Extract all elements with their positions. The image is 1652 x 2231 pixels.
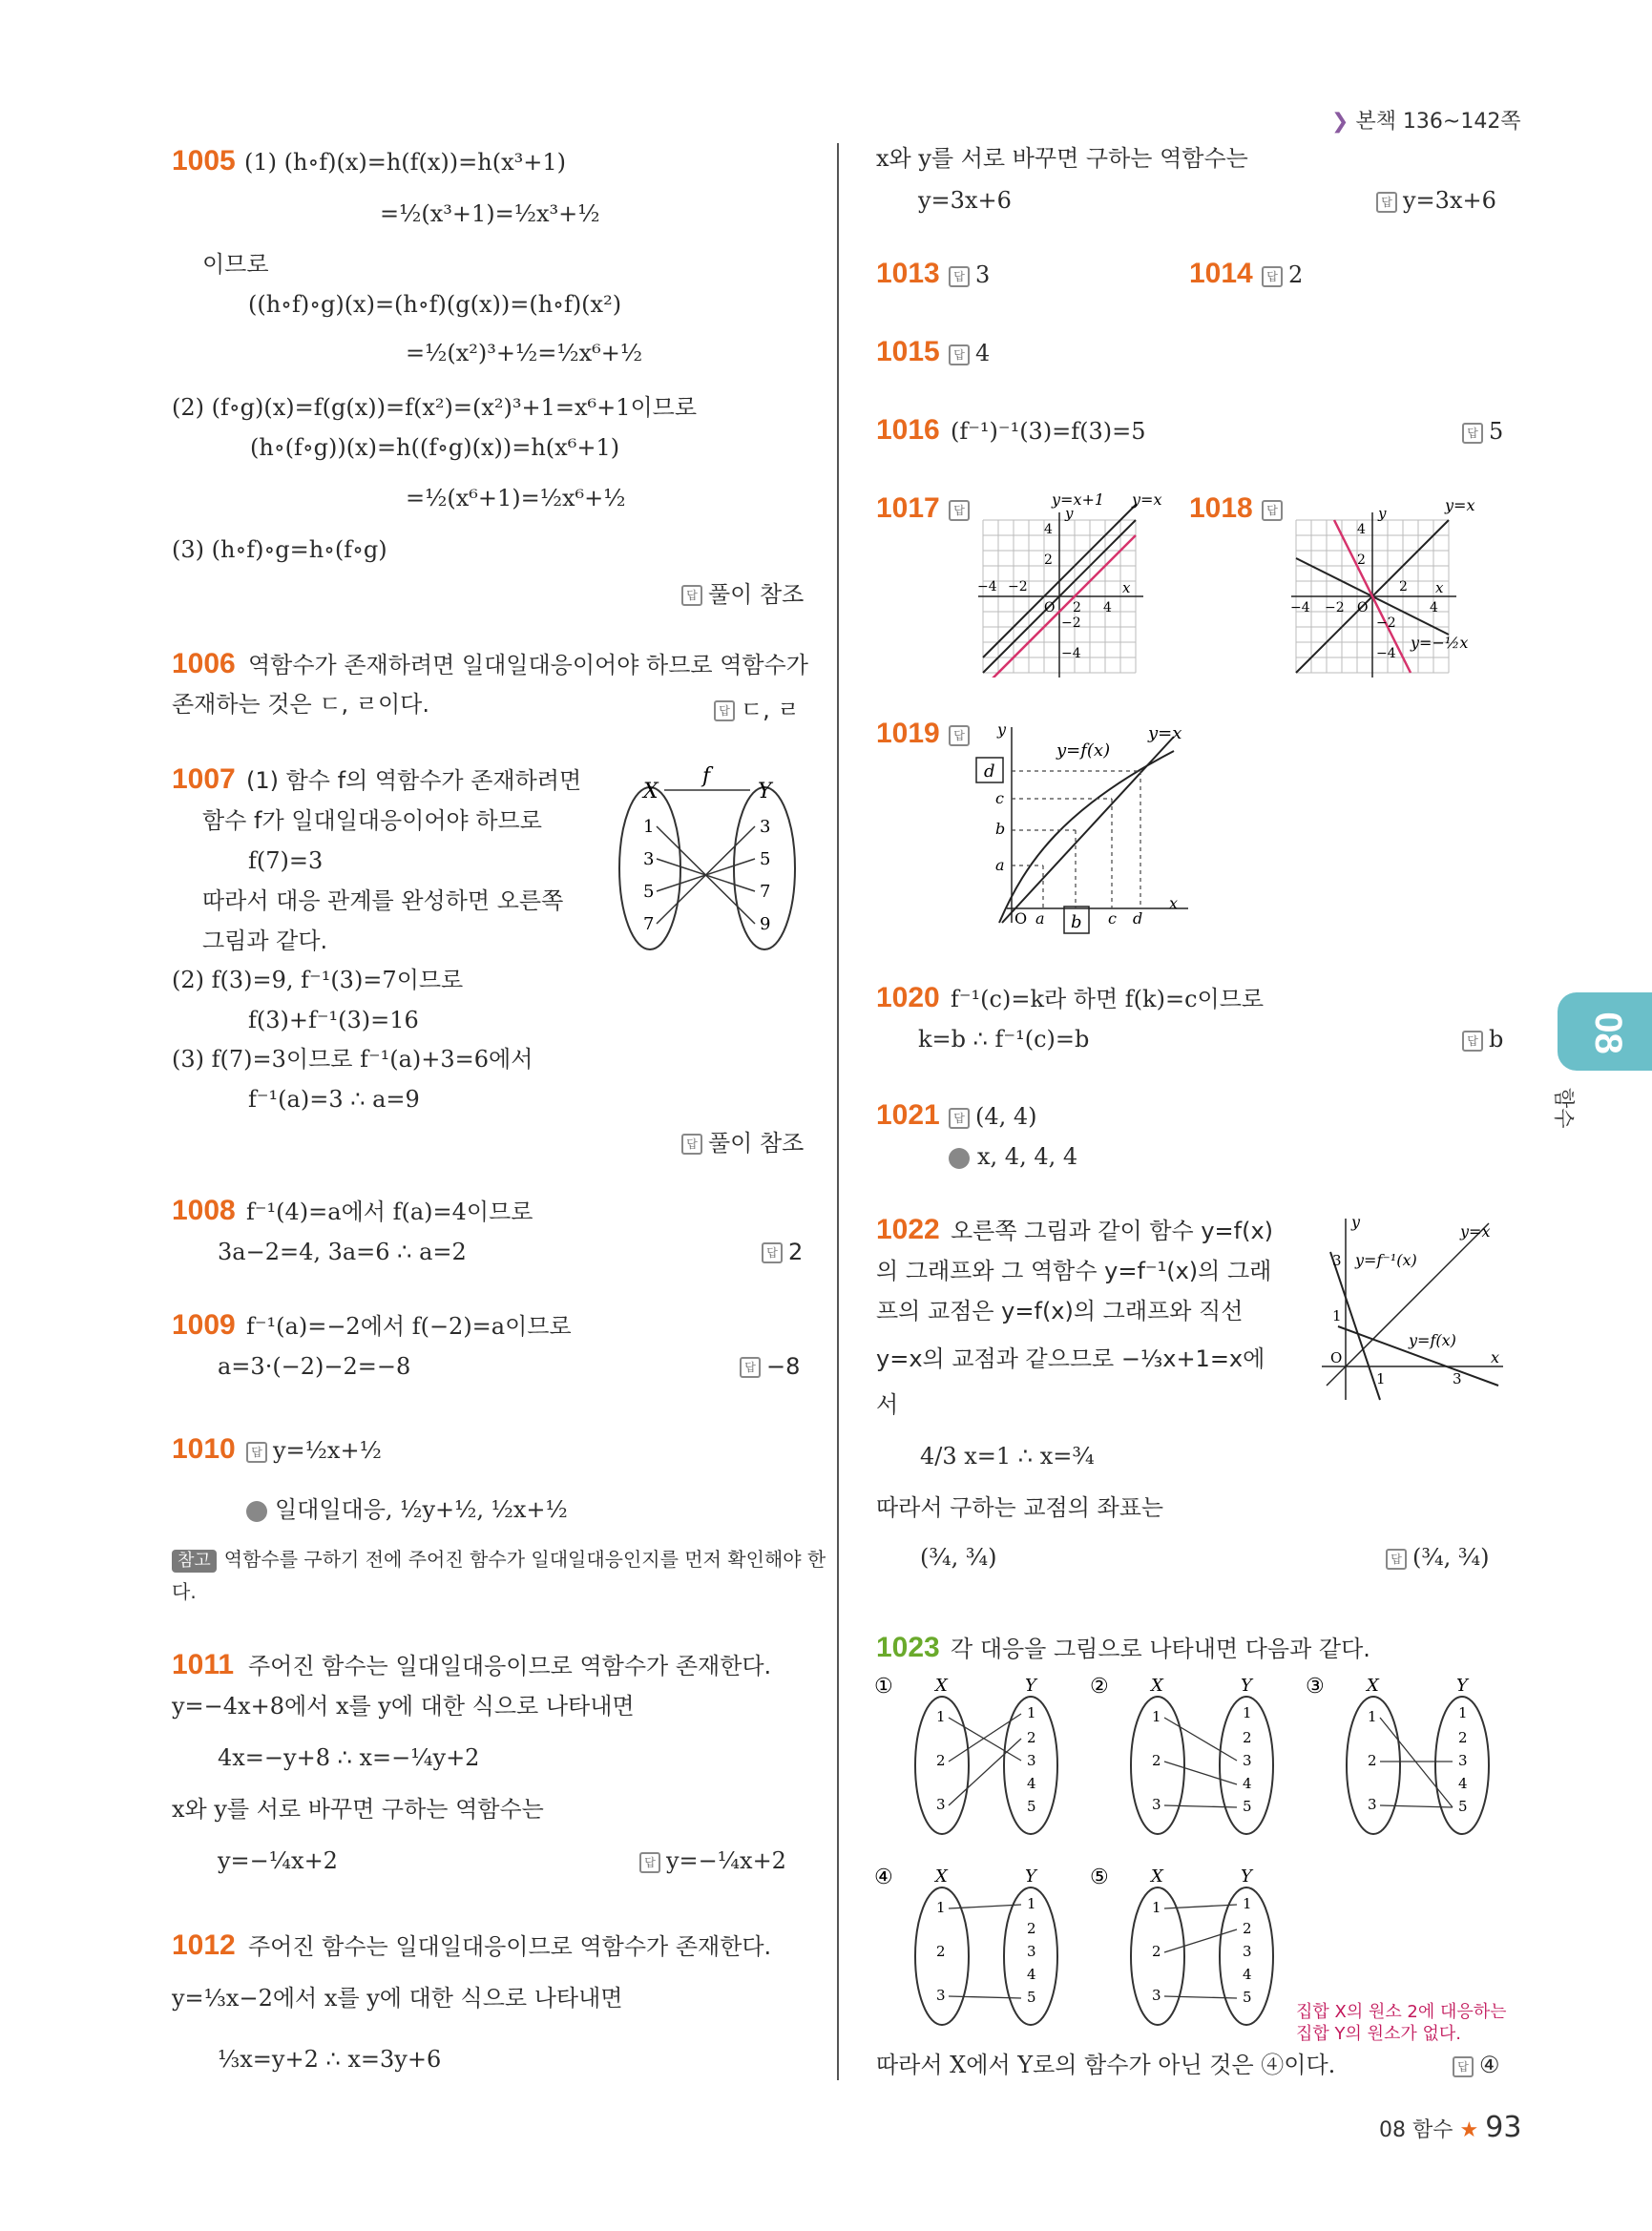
solution-line: (3) f(7)=3이므로 f⁻¹(a)+3=6에서: [172, 1046, 533, 1073]
solution-line: 서: [876, 1391, 899, 1418]
svg-text:b: b: [995, 820, 1006, 838]
svg-text:x: x: [1122, 579, 1131, 596]
svg-text:X: X: [935, 1866, 948, 1887]
svg-text:5: 5: [1458, 1798, 1468, 1815]
svg-text:b: b: [1071, 912, 1082, 932]
textbook-reference: ❯ 본책 136~142쪽: [1331, 110, 1521, 134]
svg-text:2: 2: [1368, 1752, 1377, 1769]
svg-text:5: 5: [760, 849, 771, 869]
answer: 답 y=3x+6: [1376, 187, 1496, 214]
line-label: y=x: [1132, 491, 1162, 509]
mapping-diagram-1007: [607, 763, 817, 954]
svg-text:1: 1: [1152, 1708, 1161, 1725]
answer: 답 3: [949, 261, 990, 288]
solution-line: 프의 교점은 y=f(x)의 그래프와 직선: [876, 1298, 1244, 1324]
footer-chapter: 08 함수: [1379, 2118, 1453, 2142]
svg-text:Y: Y: [1025, 1866, 1036, 1887]
svg-text:X: X: [1151, 1676, 1163, 1696]
svg-text:2: 2: [1458, 1729, 1468, 1746]
mapping-diagram-5: [1086, 1861, 1296, 2028]
solution-line: 오른쪽 그림과 같이 함수 y=f(x): [951, 1218, 1274, 1244]
svg-text:2: 2: [1243, 1920, 1252, 1937]
svg-text:−2: −2: [1325, 600, 1345, 615]
mapping-diagram-1: [870, 1670, 1080, 1837]
solution-line: x와 y를 서로 바꾸면 구하는 역함수는: [172, 1796, 544, 1823]
svg-text:7: 7: [760, 882, 771, 902]
page-number: 93: [1485, 2111, 1522, 2144]
answer-marker-icon: 답: [740, 1357, 761, 1378]
svg-text:Y: Y: [1025, 1676, 1036, 1696]
chapter-tab-label: 함수: [1551, 1088, 1575, 1129]
function-label: f: [702, 764, 711, 788]
svg-text:5: 5: [643, 882, 655, 902]
svg-text:4: 4: [1458, 1775, 1468, 1792]
svg-text:4: 4: [1103, 600, 1112, 615]
svg-text:X: X: [935, 1676, 948, 1696]
svg-text:O: O: [1014, 909, 1028, 928]
svg-text:y: y: [1351, 1214, 1361, 1231]
hint-icon: [246, 1501, 267, 1522]
answer-marker-icon: 답: [1376, 192, 1397, 213]
svg-text:2: 2: [1044, 553, 1053, 568]
svg-text:3: 3: [1243, 1943, 1252, 1960]
answer-marker-icon: 답: [1453, 2056, 1474, 2077]
column-divider: [837, 143, 839, 2080]
graph-1018: [1286, 491, 1506, 678]
answer: 답 (4, 4): [949, 1103, 1037, 1130]
svg-text:c: c: [995, 789, 1004, 807]
problem-number: 1019: [876, 718, 940, 749]
svg-text:3: 3: [1458, 1752, 1468, 1769]
svg-text:−4: −4: [1061, 646, 1081, 661]
svg-text:a: a: [1035, 909, 1045, 928]
svg-text:4: 4: [1027, 1966, 1036, 1983]
curve-label: y=f(x): [1409, 1331, 1456, 1349]
svg-text:2: 2: [1243, 1729, 1252, 1746]
hint-line: x, 4, 4, 4: [949, 1143, 1077, 1171]
svg-text:1: 1: [1152, 1899, 1161, 1916]
solution-line: f⁻¹(a)=−2에서 f(−2)=a이므로: [246, 1313, 572, 1340]
svg-text:2: 2: [1399, 579, 1408, 594]
problem-number: 1014: [1189, 258, 1253, 289]
solution-line: f(7)=3: [248, 847, 324, 874]
problem-number: 1005: [172, 145, 236, 177]
solution-line: 역함수가 존재하려면 일대일대응이어야 하므로 역함수가: [248, 652, 808, 678]
svg-text:5: 5: [1027, 1989, 1036, 2006]
svg-text:d: d: [1133, 909, 1143, 928]
svg-text:O: O: [1357, 600, 1369, 615]
mapping-diagram-4: [870, 1861, 1080, 2028]
svg-text:1: 1: [936, 1899, 946, 1916]
answer-marker-icon: 답: [1262, 266, 1283, 287]
answer: 답 ④: [1453, 2052, 1500, 2078]
svg-text:d: d: [984, 761, 995, 782]
svg-text:②: ②: [1090, 1675, 1109, 1699]
answer: 답 b: [1462, 1026, 1503, 1053]
solution-line: =½(x²)³+½=½x⁶+½: [406, 340, 643, 366]
solution-line: f⁻¹(4)=a에서 f(a)=4이므로: [246, 1199, 533, 1225]
mapping-diagram-2: [1086, 1670, 1296, 1837]
svg-text:1: 1: [1027, 1895, 1036, 1912]
answer: 답 2: [1262, 261, 1303, 288]
answer: 답 y=½x+½: [246, 1437, 382, 1464]
note-tag: 참고: [172, 1550, 217, 1573]
svg-text:y: y: [1378, 505, 1387, 522]
svg-text:−4: −4: [1376, 646, 1396, 661]
problem-number: 1020: [876, 982, 940, 1013]
svg-text:④: ④: [874, 1866, 893, 1889]
svg-text:O: O: [1044, 600, 1056, 615]
solution-line: y=−¼x+2: [218, 1847, 338, 1874]
svg-text:2: 2: [1357, 553, 1366, 568]
solution-line: a=3·(−2)−2=−8: [218, 1353, 411, 1380]
svg-text:4: 4: [1357, 522, 1366, 537]
chapter-tab[interactable]: 08: [1558, 992, 1652, 1071]
solution-line: (2) f(3)=9, f⁻¹(3)=7이므로: [172, 967, 464, 993]
solution-line: y=x의 교점과 같으므로 −⅓x+1=x에: [876, 1345, 1265, 1372]
problem-number: 1015: [876, 336, 940, 367]
svg-text:3: 3: [936, 1796, 946, 1813]
svg-text:−2: −2: [1376, 615, 1396, 631]
svg-text:1: 1: [1376, 1370, 1386, 1387]
svg-text:5: 5: [1027, 1798, 1036, 1815]
solution-line: 이므로: [202, 251, 269, 278]
svg-text:x: x: [1169, 894, 1179, 912]
svg-text:x: x: [1435, 579, 1444, 596]
svg-text:O: O: [1330, 1349, 1343, 1366]
set-y-label: Y: [758, 780, 772, 803]
solution-line: (h∘(f∘g))(x)=h((f∘g)(x))=h(x⁶+1): [250, 434, 620, 461]
svg-text:3: 3: [760, 817, 771, 837]
solution-line: (¾, ¾): [920, 1544, 997, 1571]
solution-line: (1) (h∘f)(x)=h(f(x))=h(x³+1): [244, 149, 566, 176]
graph-1017: [973, 491, 1183, 678]
problem-number: 1006: [172, 648, 236, 679]
svg-text:2: 2: [1152, 1752, 1161, 1769]
svg-text:①: ①: [874, 1675, 893, 1699]
graph-1019: [969, 718, 1207, 937]
line-label: y=x: [1148, 723, 1182, 743]
svg-text:1: 1: [1368, 1708, 1377, 1725]
solution-line: 따라서 대응 관계를 완성하면 오른쪽: [202, 887, 564, 914]
answer-marker-icon: 답: [949, 725, 970, 746]
svg-text:X: X: [1367, 1676, 1379, 1696]
svg-text:3: 3: [643, 849, 655, 869]
svg-text:3: 3: [936, 1987, 946, 2004]
answer-marker-icon: 답: [949, 344, 970, 365]
solution-line: (3) (h∘f)∘g=h∘(f∘g): [172, 536, 387, 563]
solution-line: x와 y를 서로 바꾸면 구하는 역함수는: [876, 145, 1248, 172]
svg-text:X: X: [1151, 1866, 1163, 1887]
svg-text:③: ③: [1306, 1675, 1325, 1699]
svg-text:2: 2: [936, 1752, 946, 1769]
svg-text:2: 2: [1073, 600, 1081, 615]
answer-marker-icon: 답: [949, 500, 970, 521]
svg-text:1: 1: [1332, 1307, 1342, 1324]
solution-line: ((h∘f)∘g)(x)=(h∘f)(g(x))=(h∘f)(x²): [248, 291, 622, 318]
svg-text:1: 1: [936, 1708, 946, 1725]
svg-text:7: 7: [643, 914, 655, 934]
svg-text:Y: Y: [1241, 1676, 1252, 1696]
svg-text:3: 3: [1368, 1796, 1377, 1813]
solution-line: y=3x+6: [918, 187, 1012, 214]
answer: 답 2: [762, 1239, 803, 1265]
solution-line: ⅓x=y+2 ∴ x=3y+6: [218, 2046, 442, 2073]
problem-number: 1017: [876, 492, 940, 524]
solution-line: k=b ∴ f⁻¹(c)=b: [918, 1026, 1090, 1053]
answer-marker-icon: 답: [714, 700, 735, 721]
problem-number: 1012: [172, 1929, 236, 1961]
solution-line: (1) 함수 f의 역함수가 존재하려면: [246, 767, 582, 794]
solution-line: 의 그래프와 그 역함수 y=f⁻¹(x)의 그래: [876, 1258, 1272, 1284]
svg-text:y: y: [997, 720, 1007, 739]
svg-text:a: a: [995, 856, 1005, 874]
svg-text:5: 5: [1243, 1798, 1252, 1815]
line-label: y=x: [1460, 1222, 1491, 1241]
answer-marker-icon: 답: [949, 266, 970, 287]
answer: 답 y=−¼x+2: [639, 1847, 786, 1874]
answer-marker-icon: 답: [681, 585, 702, 606]
problem-number: 1010: [172, 1433, 236, 1465]
answer-marker-icon: 답: [1262, 500, 1283, 521]
svg-text:4: 4: [1044, 522, 1053, 537]
problem-number: 1016: [876, 414, 940, 446]
page-footer: [1379, 2111, 1521, 2144]
svg-text:4: 4: [1243, 1775, 1252, 1792]
problem-number: 1013: [876, 258, 940, 289]
solution-line: 각 대응을 그림으로 나타내면 다음과 같다.: [951, 1636, 1370, 1662]
solution-line: (2) (f∘g)(x)=f(g(x))=f(x²)=(x²)³+1=x⁶+1이므로: [172, 394, 698, 421]
answer-marker-icon: 답: [949, 1108, 970, 1129]
answer-marker-icon: 답: [1386, 1549, 1407, 1570]
svg-text:3: 3: [1243, 1752, 1252, 1769]
svg-text:1: 1: [1027, 1704, 1036, 1721]
problem-number: 1011: [172, 1649, 235, 1680]
svg-text:1: 1: [643, 817, 655, 837]
solution-line: 따라서 X에서 Y로의 함수가 아닌 것은 ④이다.: [876, 2052, 1336, 2078]
problem-number: 1007: [172, 763, 236, 795]
svg-text:1: 1: [1243, 1704, 1252, 1721]
hint-icon: [949, 1148, 970, 1169]
svg-text:9: 9: [760, 914, 771, 934]
svg-text:c: c: [1108, 909, 1117, 928]
answer-marker-icon: 답: [639, 1852, 660, 1873]
solution-line: f(3)+f⁻¹(3)=16: [248, 1007, 419, 1033]
answer-marker-icon: 답: [1462, 1031, 1483, 1052]
solution-line: 3a−2=4, 3a=6 ∴ a=2: [218, 1239, 467, 1265]
svg-text:Y: Y: [1456, 1676, 1468, 1696]
svg-text:3: 3: [1453, 1370, 1462, 1387]
solution-line: 따라서 구하는 교점의 좌표는: [876, 1494, 1164, 1521]
problem-number: 1022: [876, 1214, 940, 1245]
hint-line: 일대일대응, ½y+½, ½x+½: [246, 1496, 568, 1524]
svg-text:2: 2: [1027, 1729, 1036, 1746]
solution-line: 4/3 x=1 ∴ x=¾: [920, 1443, 1095, 1470]
answer: 답 풀이 참조: [681, 575, 804, 609]
answer-marker-icon: 답: [762, 1242, 783, 1263]
svg-text:x: x: [1491, 1348, 1500, 1366]
set-x-label: X: [643, 780, 659, 803]
answer-marker-icon: 답: [681, 1134, 702, 1155]
line-label: y=−½x: [1411, 634, 1469, 652]
star-icon: ★: [1459, 2118, 1479, 2142]
svg-text:Y: Y: [1241, 1866, 1252, 1887]
svg-text:1: 1: [1243, 1895, 1252, 1912]
solution-line: f⁻¹(a)=3 ∴ a=9: [248, 1086, 420, 1113]
answer: 답 4: [949, 340, 990, 366]
svg-text:2: 2: [1152, 1943, 1161, 1960]
svg-text:3: 3: [1152, 1796, 1161, 1813]
answer: 답 풀이 참조: [681, 1124, 804, 1157]
solution-line: 4x=−y+8 ∴ x=−¼y+2: [218, 1744, 480, 1771]
problem-number: 1009: [172, 1309, 236, 1341]
svg-text:−4: −4: [1290, 600, 1310, 615]
svg-text:−4: −4: [977, 579, 997, 594]
solution-line: 주어진 함수는 일대일대응이므로 역함수가 존재한다.: [248, 1933, 772, 1960]
solution-line: f⁻¹(c)=k라 하면 f(k)=c이므로: [951, 986, 1265, 1012]
solution-line: y=−4x+8에서 x를 y에 대한 식으로 나타내면: [172, 1693, 635, 1720]
problem-number: 1018: [1189, 492, 1253, 524]
answer: 답 −8: [740, 1353, 800, 1380]
curve-label: y=f(x): [1056, 740, 1111, 761]
annotation: 집합 X의 원소 2에 대응하는 집합 Y의 원소가 없다.: [1296, 2002, 1507, 2044]
solution-line: y=⅓x−2에서 x를 y에 대한 식으로 나타내면: [172, 1985, 623, 2012]
note-line: 다.: [172, 1580, 197, 1603]
problem-number: 1021: [876, 1099, 940, 1131]
answer: 답 5: [1462, 418, 1503, 445]
answer: 답 (¾, ¾): [1386, 1544, 1490, 1571]
svg-text:y: y: [1065, 505, 1074, 522]
svg-text:3: 3: [1027, 1752, 1036, 1769]
svg-text:2: 2: [1027, 1920, 1036, 1937]
graph-1022: [1317, 1214, 1508, 1405]
answer-marker-icon: 답: [1462, 423, 1483, 444]
svg-text:4: 4: [1243, 1966, 1252, 1983]
solution-line: =½(x³+1)=½x³+½: [380, 200, 600, 227]
solution-line: (f⁻¹)⁻¹(3)=f(3)=5: [951, 418, 1146, 445]
curve-label: y=f⁻¹(x): [1355, 1251, 1417, 1269]
svg-text:4: 4: [1027, 1775, 1036, 1792]
svg-text:3: 3: [1027, 1943, 1036, 1960]
line-label: y=x: [1445, 496, 1475, 514]
svg-text:−2: −2: [1061, 615, 1081, 631]
svg-text:−2: −2: [1008, 579, 1028, 594]
answer: 답 ㄷ, ㄹ: [714, 691, 800, 724]
svg-text:3: 3: [1332, 1252, 1342, 1269]
svg-text:3: 3: [1152, 1987, 1161, 2004]
svg-text:2: 2: [936, 1943, 946, 1960]
problem-number: 1023: [876, 1632, 940, 1663]
line-label: y=x+1: [1052, 491, 1105, 509]
solution-line: 그림과 같다.: [202, 928, 328, 954]
svg-text:5: 5: [1243, 1989, 1252, 2006]
solution-line: 존재하는 것은 ㄷ, ㄹ이다.: [172, 691, 429, 718]
note-line: 참고 역함수를 구하기 전에 주어진 함수가 일대일대응인지를 먼저 확인해야 한: [172, 1548, 826, 1573]
svg-text:⑤: ⑤: [1090, 1866, 1109, 1889]
solution-line: 주어진 함수는 일대일대응이므로 역함수가 존재한다.: [248, 1653, 772, 1679]
solution-line: 함수 f가 일대일대응이어야 하므로: [202, 807, 542, 834]
mapping-diagram-3: [1302, 1670, 1512, 1837]
solution-line: =½(x⁶+1)=½x⁶+½: [406, 485, 626, 511]
answer-marker-icon: 답: [246, 1442, 267, 1463]
svg-text:1: 1: [1458, 1704, 1468, 1721]
problem-number: 1008: [172, 1195, 236, 1226]
svg-text:4: 4: [1430, 600, 1438, 615]
